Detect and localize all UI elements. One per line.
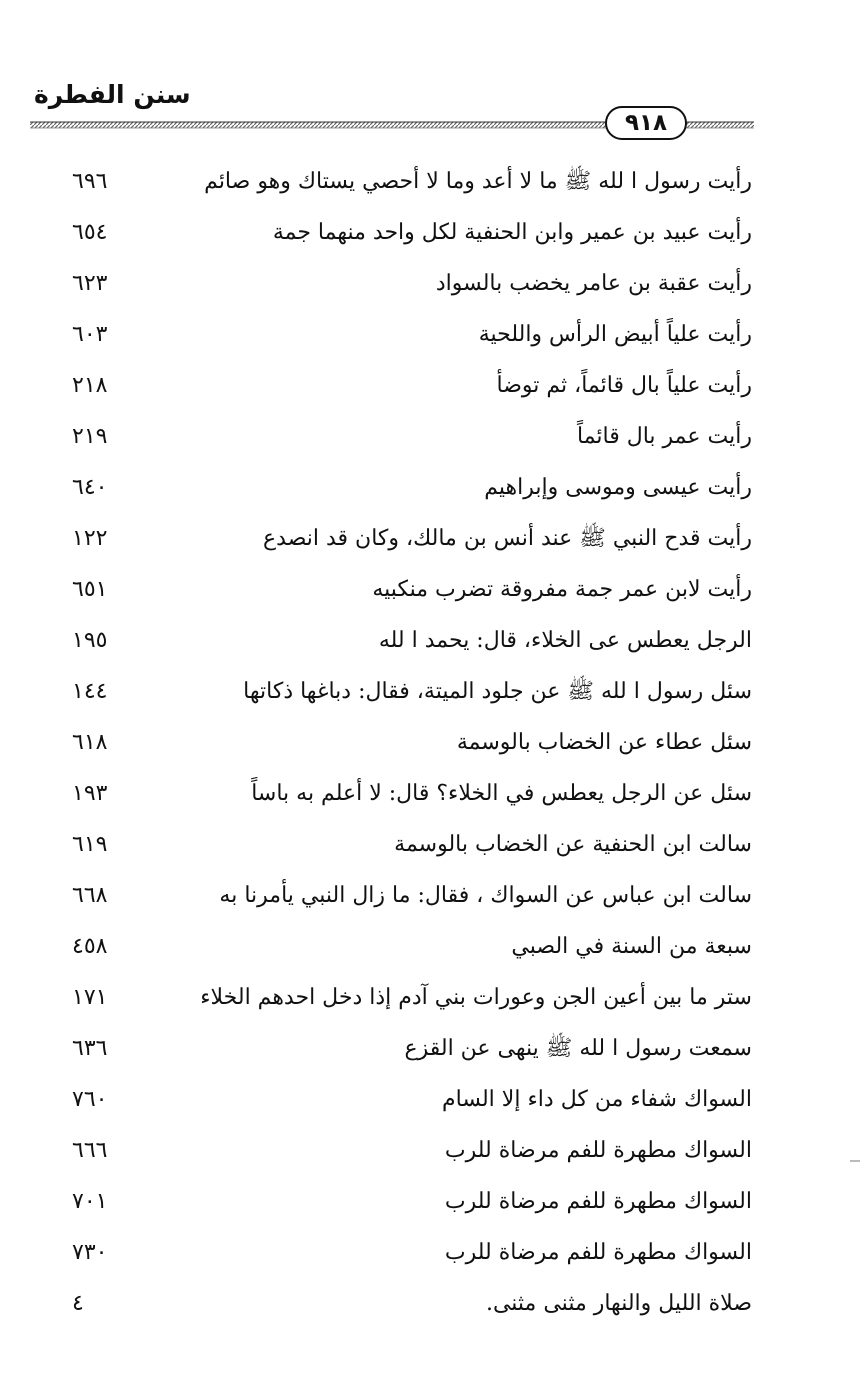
- entry-text: رأيت عقبة بن عامر يخضب بالسواد: [435, 271, 752, 296]
- entry-text: سمعت رسول ا لله ﷺ ينهى عن القزع: [404, 1036, 752, 1061]
- entry-text: السواك شفاء من كل داء إلا السام: [442, 1087, 752, 1112]
- entry-page-number: ٢١٨: [72, 373, 108, 398]
- index-entry: [0, 1127, 868, 1178]
- entry-text: رأيت عمر بال قائماً: [576, 424, 752, 449]
- index-entry: [0, 515, 868, 566]
- index-list: [0, 158, 868, 1331]
- index-entry: [0, 1280, 868, 1331]
- entry-page-number: ٧٦٠: [72, 1087, 108, 1112]
- entry-page-number: ٦٩٦: [72, 169, 108, 194]
- index-entry: [0, 413, 868, 464]
- entry-text: رأيت لابن عمر جمة مفروقة تضرب منكبيه: [372, 577, 752, 602]
- entry-text: سئل عطاء عن الخضاب بالوسمة: [456, 730, 752, 755]
- page-number: ٩١٨: [624, 110, 668, 136]
- entry-page-number: ٤: [72, 1291, 84, 1316]
- entry-page-number: ٤٥٨: [72, 934, 108, 959]
- index-entry: [0, 1229, 868, 1280]
- entry-text: رأيت عبيد بن عمير وابن الحنفية لكل واحد منهما جمة: [272, 220, 752, 245]
- entry-text: رأيت عيسى وموسى وإبراهيم: [484, 475, 752, 500]
- book-title: سنن الفطرة: [34, 80, 191, 109]
- index-entry: [0, 260, 868, 311]
- entry-page-number: ٦٥٤: [72, 220, 108, 245]
- index-entry: [0, 821, 868, 872]
- entry-page-number: ١٤٤: [72, 679, 108, 704]
- entry-text: صلاة الليل والنهار مثنى مثنى.: [485, 1291, 752, 1316]
- entry-page-number: ٦١٩: [72, 832, 108, 857]
- entry-text: السواك مطهرة للفم مرضاة للرب: [444, 1240, 752, 1265]
- index-entry: [0, 617, 868, 668]
- index-entry: [0, 668, 868, 719]
- entry-text: سالت ابن عباس عن السواك ، فقال: ما زال النبي يأمرنا به: [219, 883, 752, 908]
- entry-page-number: ٦٤٠: [72, 475, 108, 500]
- index-entry: [0, 464, 868, 515]
- index-entry: [0, 974, 868, 1025]
- entry-page-number: ٦٣٦: [72, 1036, 108, 1061]
- entry-page-number: ٧٠١: [72, 1189, 108, 1214]
- entry-text: ستر ما بين أعين الجن وعورات بني آدم إذا دخل احدهم الخلاء: [200, 985, 752, 1010]
- entry-page-number: ٦٠٣: [72, 322, 108, 347]
- entry-page-number: ١٧١: [72, 985, 108, 1010]
- entry-page-number: ١٩٥: [72, 628, 108, 653]
- entry-page-number: ٧٣٠: [72, 1240, 108, 1265]
- index-entry: [0, 719, 868, 770]
- index-entry: [0, 566, 868, 617]
- index-entry: [0, 311, 868, 362]
- entry-page-number: ٦١٨: [72, 730, 108, 755]
- index-entry: [0, 1178, 868, 1229]
- entry-text: رأيت رسول ا لله ﷺ ما لا أعد وما لا أحصي يستاك وهو صائم: [204, 169, 752, 194]
- entry-text: السواك مطهرة للفم مرضاة للرب: [444, 1138, 752, 1163]
- index-entry: [0, 770, 868, 821]
- margin-mark: [850, 1160, 860, 1162]
- index-entry: [0, 158, 868, 209]
- entry-page-number: ٦٥١: [72, 577, 108, 602]
- entry-page-number: ١٢٢: [72, 526, 108, 551]
- index-entry: [0, 1076, 868, 1127]
- entry-page-number: ٦٦٨: [72, 883, 108, 908]
- entry-text: رأيت علياً أبيض الرأس واللحية: [478, 322, 752, 347]
- entry-page-number: ١٩٣: [72, 781, 108, 806]
- entry-page-number: ٢١٩: [72, 424, 108, 449]
- entry-page-number: ٦٢٣: [72, 271, 108, 296]
- entry-text: السواك مطهرة للفم مرضاة للرب: [444, 1189, 752, 1214]
- entry-text: سالت ابن الحنفية عن الخضاب بالوسمة: [394, 832, 752, 857]
- entry-text: رأيت قدح النبي ﷺ عند أنس بن مالك، وكان قد انصدع: [263, 526, 752, 551]
- entry-text: سئل عن الرجل يعطس في الخلاء؟ قال: لا أعلم به باساً: [251, 781, 752, 806]
- entry-text: سبعة من السنة في الصبي: [511, 934, 752, 959]
- entry-text: سئل رسول ا لله ﷺ عن جلود الميتة، فقال: دباغها ذكاتها: [243, 679, 752, 704]
- entry-text: رأيت علياً بال قائماً، ثم توضأ: [496, 373, 752, 398]
- index-entry: [0, 923, 868, 974]
- index-entry: [0, 1025, 868, 1076]
- entry-page-number: ٦٦٦: [72, 1138, 108, 1163]
- page-header: [0, 0, 868, 150]
- index-entry: [0, 209, 868, 260]
- index-entry: [0, 872, 868, 923]
- index-entry: [0, 362, 868, 413]
- entry-text: الرجل يعطس عى الخلاء، قال: يحمد ا لله: [378, 628, 752, 653]
